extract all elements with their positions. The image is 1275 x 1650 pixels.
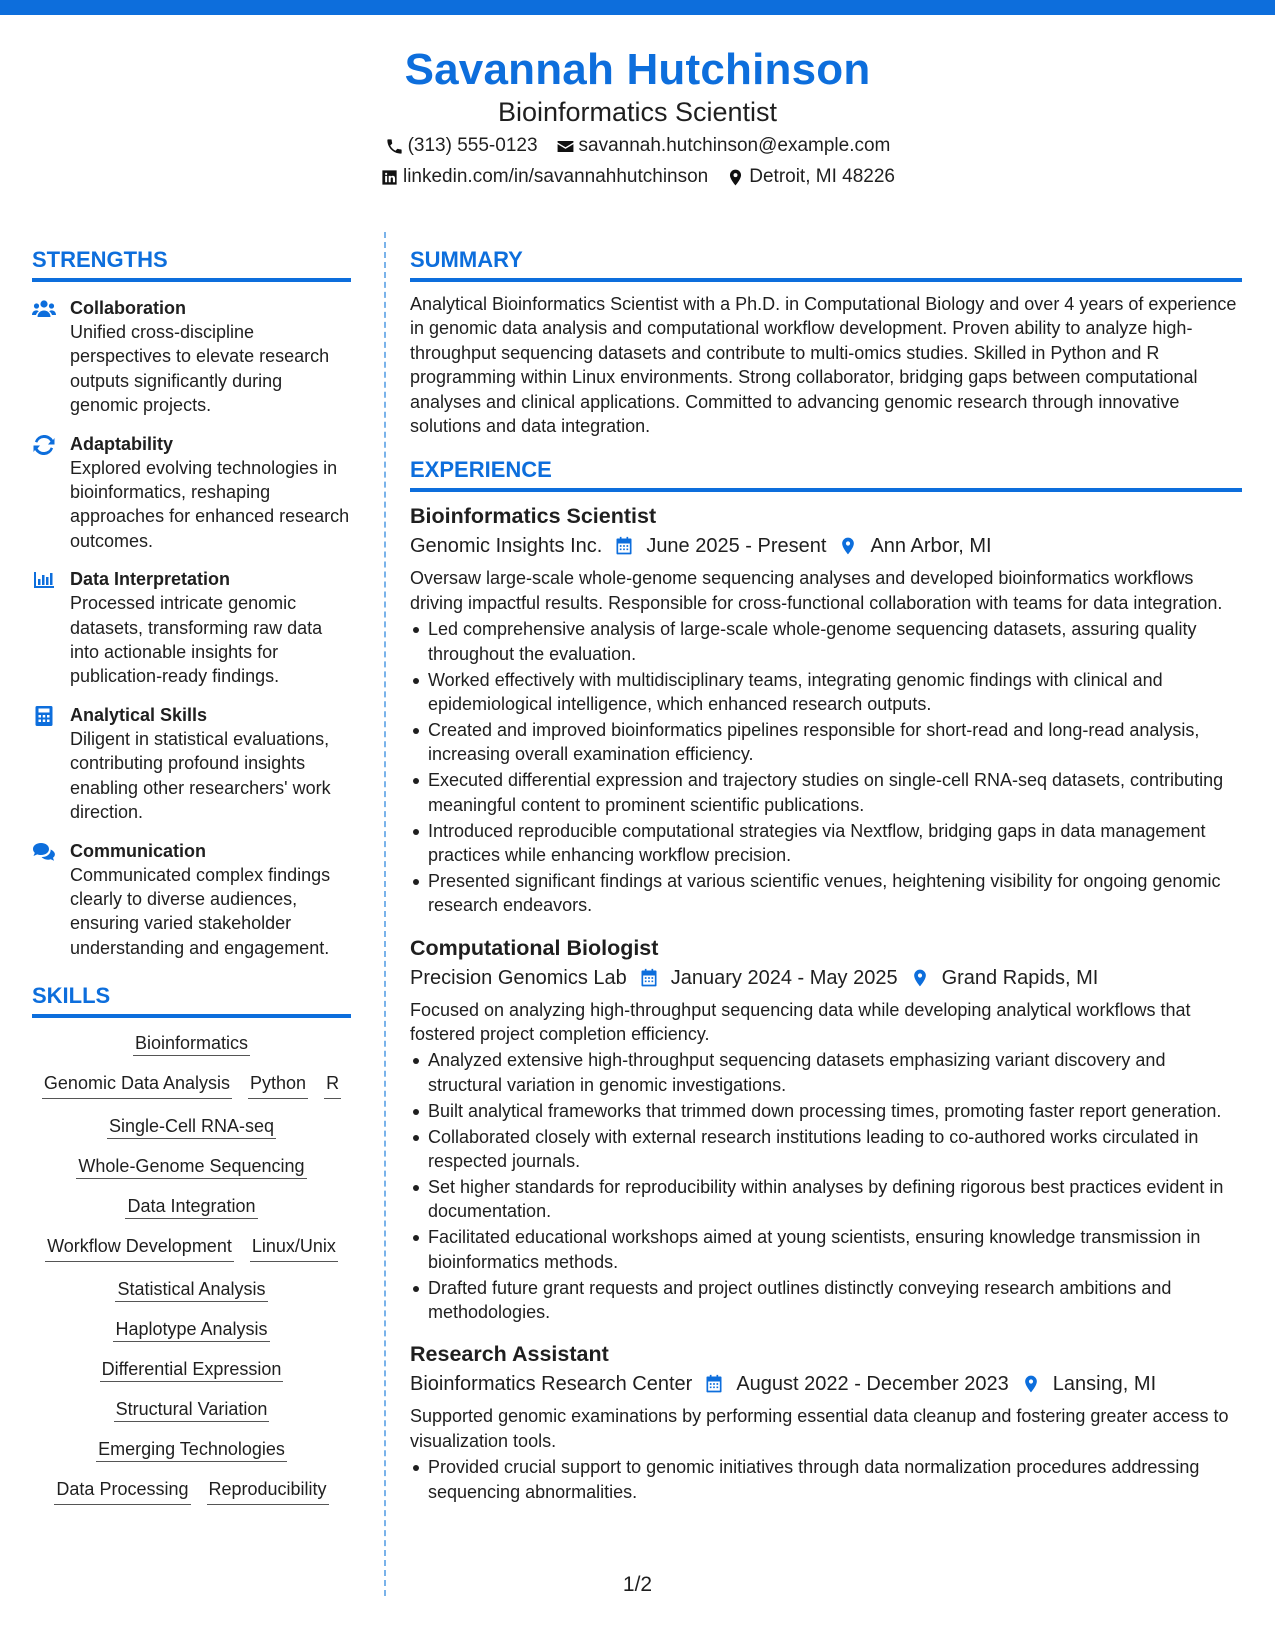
- bullet-item: Provided crucial support to genomic initiatives through data normalization procedures addressing sequencing abnormalities.: [410, 1455, 1242, 1504]
- bullet-item: Presented significant findings at various scientific venues, heightening visibility for ongoing genomic research endeavors.: [410, 869, 1242, 918]
- job-entry: [410, 502, 1242, 917]
- map-pin-icon: [838, 536, 858, 556]
- linkedin-text: linkedin.com/in/savannahhutchinson: [402, 166, 709, 187]
- bullet-item: Executed differential expression and trajectory studies on single-cell RNA-seq datasets, contributing meaningful content to prominent scientific publications.: [410, 768, 1242, 817]
- calculator-icon: [32, 706, 56, 726]
- candidate-name: Savannah Hutchinson: [404, 45, 871, 94]
- job-entry: [410, 934, 1242, 1325]
- bullet-item: Built analytical frameworks that trimmed down processing times, promoting faster report generation.: [410, 1099, 1242, 1123]
- sidebar: [32, 246, 351, 1505]
- summary-heading: SUMMARY: [410, 246, 1242, 282]
- job-bullets: [410, 617, 1242, 917]
- skill-tag: Emerging Technologies: [96, 1439, 287, 1462]
- email-text: savannah.hutchinson@example.com: [578, 135, 891, 156]
- bullet-item: Created and improved bioinformatics pipelines responsible for short-read and long-read analysis, increasing overall examination efficiency.: [410, 718, 1242, 767]
- job-entry: [410, 1340, 1242, 1504]
- job-description: Focused on analyzing high-throughput sequencing data while developing analytical workflows that fostered project completion efficiency.: [410, 999, 1191, 1045]
- phone-text: (313) 555-0123: [407, 135, 538, 156]
- job-dates: August 2022 - December 2023: [736, 1373, 1009, 1396]
- job-company: Precision Genomics Lab: [410, 966, 627, 989]
- calendar-icon: [639, 968, 659, 988]
- skill-tag: Python: [248, 1070, 308, 1099]
- contact-linkedin[interactable]: [380, 164, 708, 190]
- skill-tag: Workflow Development: [45, 1233, 234, 1262]
- candidate-title: Bioinformatics Scientist: [497, 97, 778, 127]
- map-pin-icon: [726, 168, 745, 187]
- job-dates: January 2024 - May 2025: [670, 966, 898, 989]
- main-column: [410, 246, 1242, 1504]
- skills-list: [32, 1030, 351, 1505]
- skill-tag: Structural Variation: [114, 1399, 270, 1422]
- job-description: Supported genomic examinations by performing essential data cleanup and fostering greater access to visualization tools.: [410, 1406, 1229, 1451]
- skill-tag: Haplotype Analysis: [113, 1319, 269, 1342]
- job-meta: [410, 964, 1242, 992]
- contact-phone[interactable]: [385, 133, 538, 159]
- skill-tag: Single-Cell RNA-seq: [107, 1116, 276, 1139]
- bar-chart-icon: [32, 570, 56, 590]
- bullet-item: Drafted future grant requests and project outlines distinctly conveying research ambitions and methodologies.: [410, 1276, 1242, 1325]
- bullet-item: Set higher standards for reproducibility within analyses by defining rigorous best practices evident in documentation.: [410, 1175, 1242, 1224]
- bullet-item: Collaborated closely with external research institutions leading to co-authored works circulated in respected journals.: [410, 1125, 1242, 1174]
- bullet-item: Led comprehensive analysis of large-scale whole-genome sequencing datasets, assuring quality throughout the evaluation.: [410, 617, 1242, 666]
- users-icon: [32, 299, 56, 319]
- envelope-icon: [556, 137, 575, 156]
- contact-location: [726, 164, 895, 190]
- strength-desc: Unified cross-discipline perspectives to elevate research outputs significantly during genomic projects.: [70, 322, 330, 416]
- bullet-item: Analyzed extensive high-throughput sequencing datasets emphasizing variant discovery and structural variation in genomic investigations.: [410, 1048, 1242, 1097]
- calendar-icon: [614, 536, 634, 556]
- strength-desc: Processed intricate genomic datasets, transforming raw data into actionable insights for publication-ready findings.: [70, 593, 323, 687]
- strength-name: Data Interpretation: [70, 569, 231, 590]
- skill-tag: Linux/Unix: [250, 1233, 338, 1262]
- location-text: Detroit, MI 48226: [749, 166, 895, 187]
- skill-tag: Statistical Analysis: [115, 1279, 267, 1302]
- job-location: Grand Rapids, MI: [941, 966, 1099, 989]
- strength-name: Communication: [70, 840, 207, 861]
- job-title: Bioinformatics Scientist: [410, 504, 657, 529]
- bullet-item: Facilitated educational workshops aimed at young scientists, ensuring knowledge transmission in bioinformatics methods.: [410, 1225, 1242, 1274]
- job-meta: [410, 532, 1242, 560]
- resume-header: [0, 44, 1275, 190]
- strength-item: [32, 567, 351, 689]
- contact-row-2: [0, 164, 1275, 190]
- skill-tag: Data Processing: [54, 1476, 190, 1505]
- refresh-icon: [32, 435, 56, 455]
- job-company: Bioinformatics Research Center: [410, 1373, 693, 1396]
- linkedin-icon: [380, 168, 399, 187]
- page-indicator: 1/2: [622, 1573, 653, 1596]
- strength-item: [32, 703, 351, 825]
- skill-tag: Differential Expression: [100, 1359, 284, 1382]
- job-title: Research Assistant: [410, 1342, 609, 1367]
- contact-email[interactable]: [556, 133, 891, 159]
- strength-desc: Diligent in statistical evaluations, contributing profound insights enabling other researchers' work direction.: [70, 728, 331, 823]
- skill-tag: Whole-Genome Sequencing: [76, 1156, 306, 1179]
- strength-desc: Explored evolving technologies in bioinformatics, reshaping approaches for enhanced research outcomes.: [70, 457, 350, 551]
- phone-icon: [385, 137, 404, 156]
- skills-heading: SKILLS: [32, 982, 351, 1018]
- job-bullets: [410, 1048, 1242, 1324]
- strength-item: [32, 296, 351, 418]
- job-location: Ann Arbor, MI: [870, 535, 992, 558]
- bullet-item: Introduced reproducible computational strategies via Nextflow, bridging gaps in data management practices while enhancing workflow precision.: [410, 819, 1242, 868]
- skill-tag: Genomic Data Analysis: [42, 1070, 232, 1099]
- job-bullets: [410, 1455, 1242, 1504]
- experience-heading: EXPERIENCE: [410, 456, 1242, 492]
- job-title: Computational Biologist: [410, 935, 659, 960]
- strength-item: [32, 432, 351, 554]
- skill-tag: R: [324, 1070, 341, 1099]
- calendar-icon: [704, 1374, 724, 1394]
- strengths-heading: STRENGTHS: [32, 246, 351, 282]
- strength-item: [32, 839, 351, 961]
- strength-name: Analytical Skills: [70, 704, 208, 725]
- job-location: Lansing, MI: [1052, 1373, 1157, 1396]
- skill-tag: Bioinformatics: [133, 1033, 250, 1056]
- map-pin-icon: [1021, 1374, 1041, 1394]
- strength-name: Adaptability: [70, 433, 174, 454]
- strength-desc: Communicated complex findings clearly to diverse audiences, ensuring varied stakeholder understanding and engagement.: [70, 864, 331, 958]
- skill-tag: Reproducibility: [207, 1476, 329, 1505]
- strength-name: Collaboration: [70, 298, 186, 318]
- comments-icon: [32, 842, 56, 862]
- job-company: Genomic Insights Inc.: [410, 535, 603, 558]
- column-divider: [384, 232, 386, 1596]
- summary-text: Analytical Bioinformatics Scientist with a Ph.D. in Computational Biology and over 4 years of experience in genomic data analysis and computational workflow development. Proven ability to analyze high-throughput sequencing datasets and contribute to multi-omics studies. Skilled in Python and R programming within Linux environments. Strong collaborator, bridging gaps between computational analyses and clinical applications. Committed to advancing genomic research through innovative solutions and data integration.: [410, 294, 1237, 437]
- top-accent-bar: [0, 0, 1275, 15]
- job-dates: June 2025 - Present: [646, 535, 827, 558]
- contact-row-1: [0, 133, 1275, 159]
- job-description: Oversaw large-scale whole-genome sequencing analyses and developed bioinformatics workflows driving impactful results. Responsible for cross-functional collaboration with teams for data integration.: [410, 568, 1223, 613]
- job-meta: [410, 1370, 1242, 1398]
- map-pin-icon: [910, 968, 930, 988]
- skill-tag: Data Integration: [125, 1196, 257, 1219]
- bullet-item: Worked effectively with multidisciplinary teams, integrating genomic findings with clinical and epidemiological intelligence, which enhanced research outputs.: [410, 668, 1242, 717]
